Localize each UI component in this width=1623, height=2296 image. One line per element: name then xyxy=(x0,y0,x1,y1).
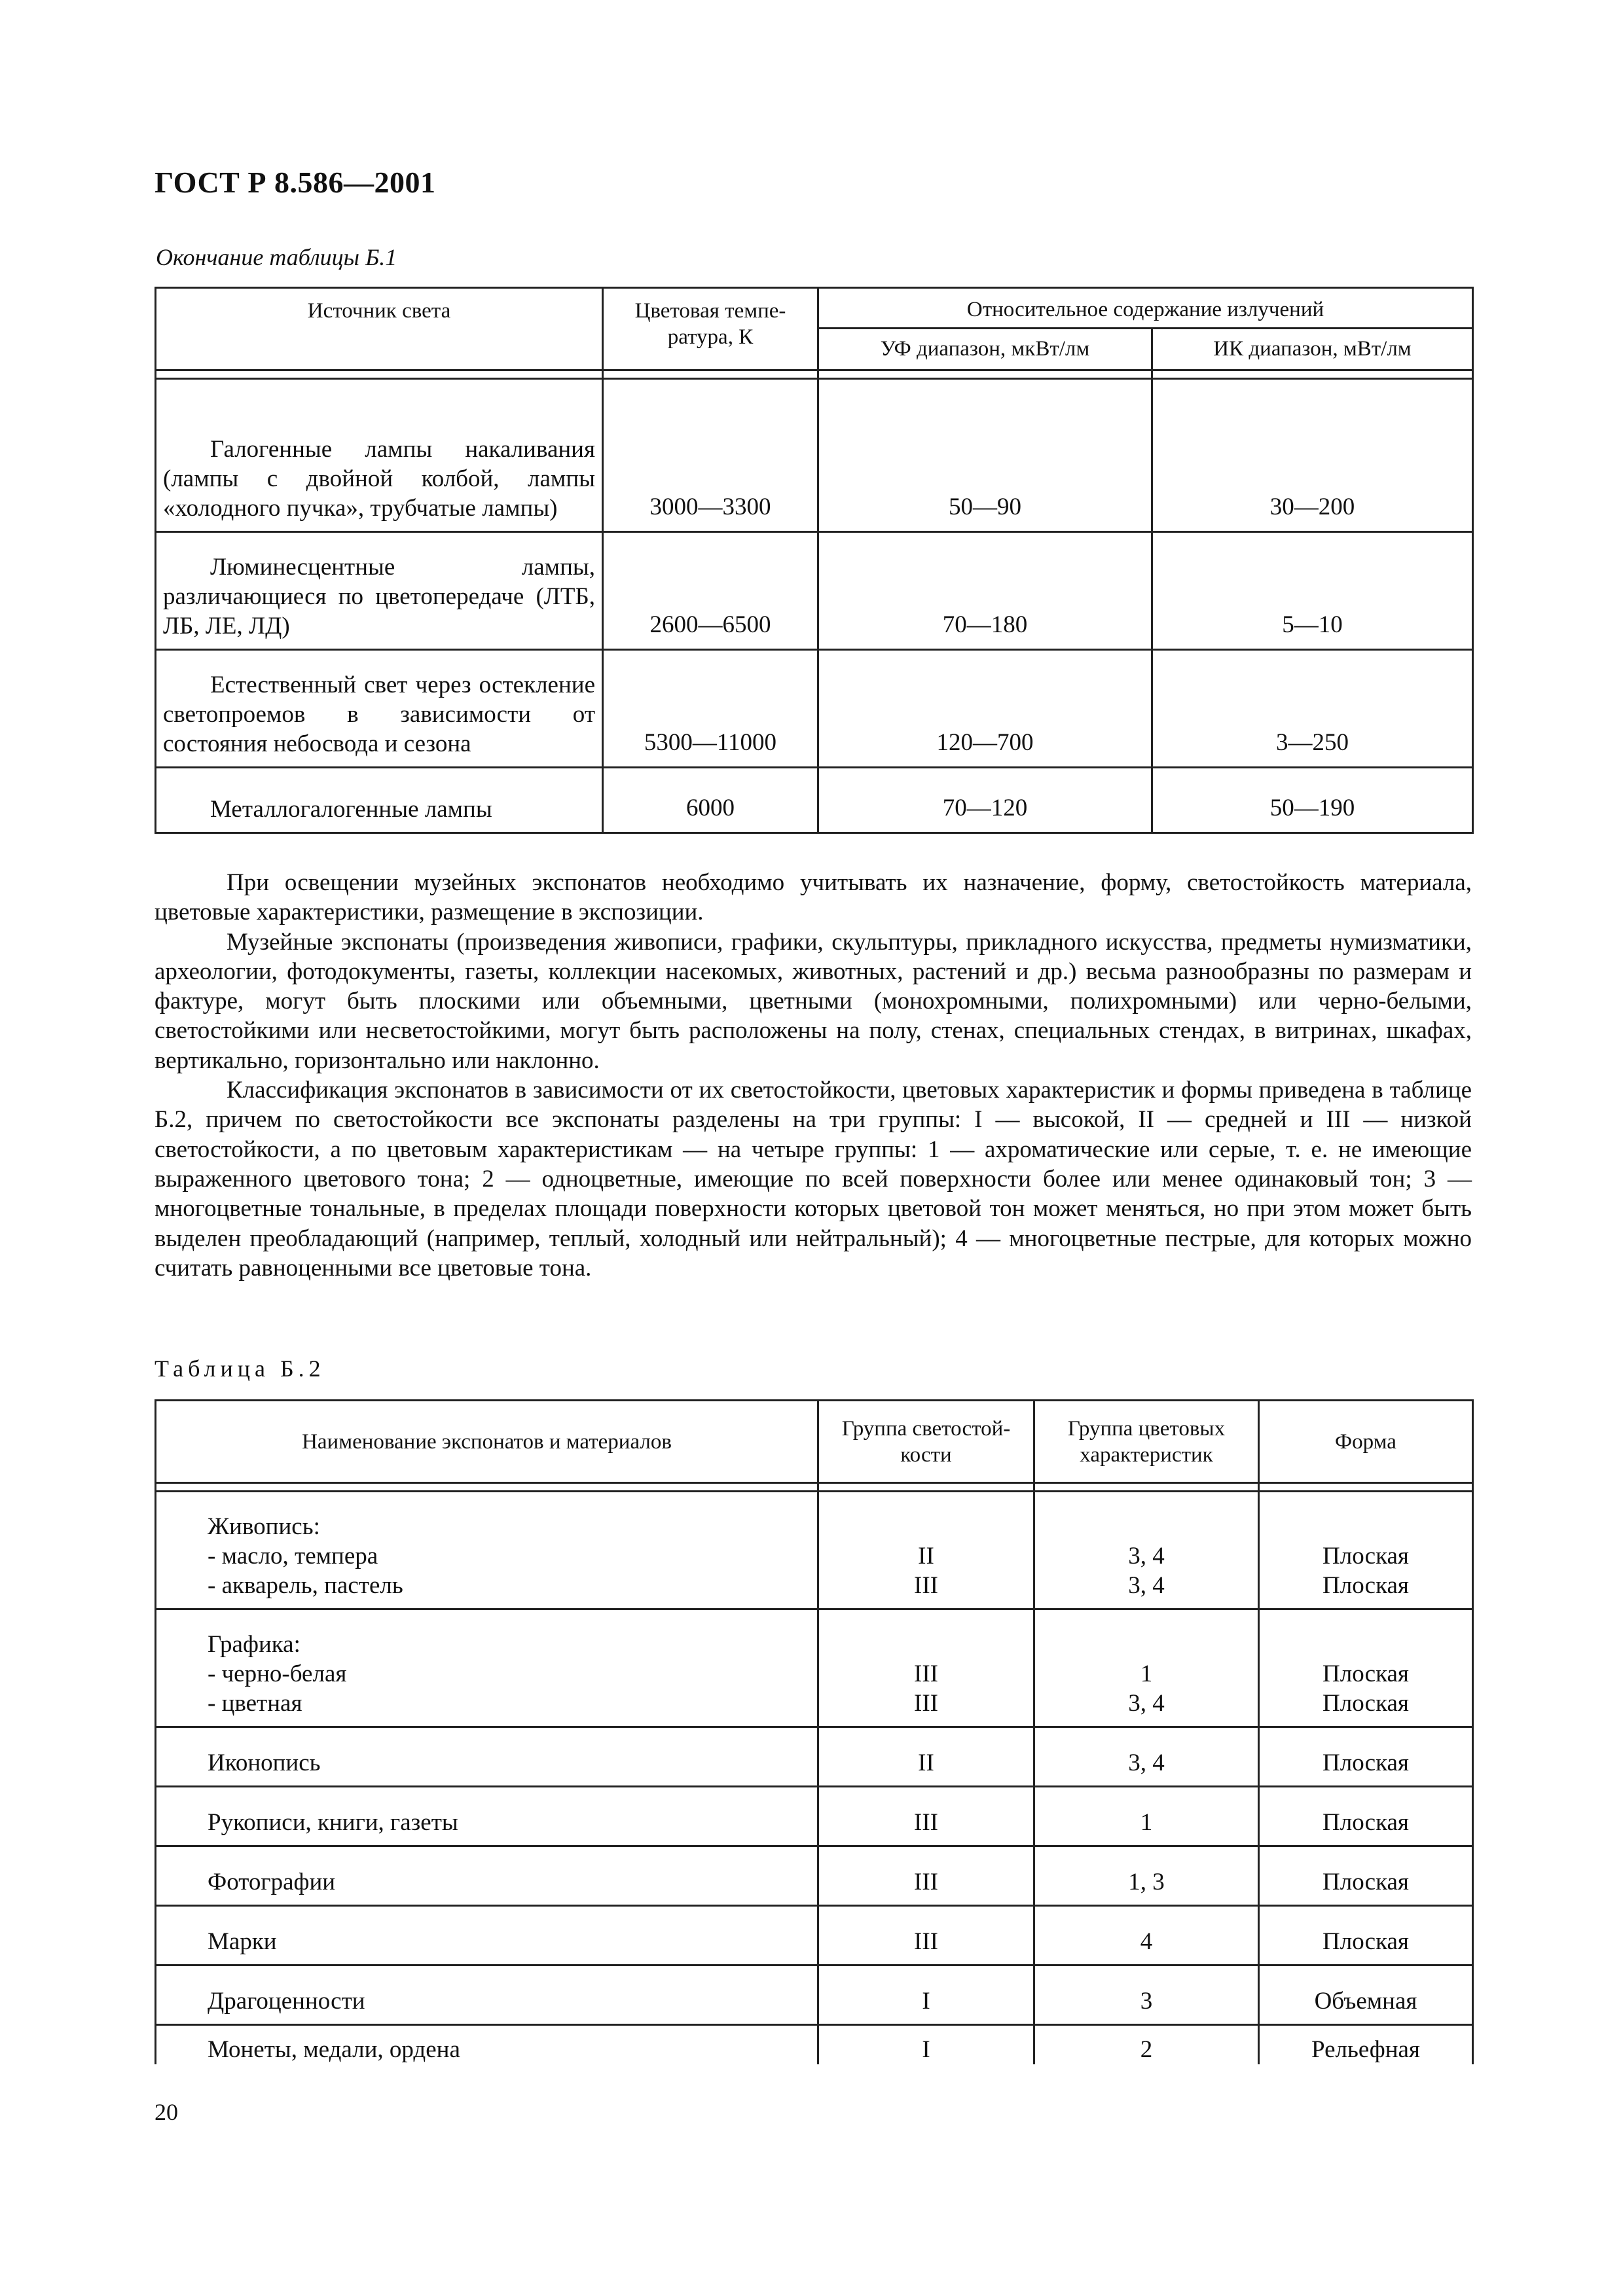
table2-caption: Таблица Б.2 xyxy=(155,1355,325,1382)
cell-form: Плоская xyxy=(1259,1846,1473,1906)
table-row xyxy=(156,768,1473,833)
cell-color: 1 xyxy=(1034,1787,1259,1846)
document-header: ГОСТ Р 8.586—2001 xyxy=(155,166,436,199)
cell-temp: 6000 xyxy=(603,768,818,833)
cell-form: Плоская xyxy=(1322,1660,1409,1687)
cell-uv: 70—120 xyxy=(818,768,1152,833)
cell-name: Графика: xyxy=(208,1631,301,1658)
cell-ir: 3—250 xyxy=(1152,650,1473,768)
cell-ir: 5—10 xyxy=(1152,532,1473,650)
cell-form: Объемная xyxy=(1259,1965,1473,2025)
cell-form: Рельефная xyxy=(1259,2025,1473,2065)
cell-light: I xyxy=(818,1965,1034,2025)
table-row xyxy=(156,1906,1473,1965)
cell-color: 1, 3 xyxy=(1034,1846,1259,1906)
header-form: Форма xyxy=(1259,1401,1473,1483)
cell-color: 3 xyxy=(1034,1965,1259,2025)
paragraph: При освещении музейных экспонатов необходимо учитывать их назначение, форму, светостойкость материала, цветовые характеристики, размещение в экспозиции. xyxy=(155,869,1472,926)
paragraph: Музейные экспонаты (произведения живописи, графики, скульптуры, прикладного искусства, предметы нумизматики, археологии, фотодокументы, газеты, коллекции насекомых, животных, растений и др.) весьма разнообразны по размерам и фактуре, могут быть плоскими или объемными, цветными (монохромными, полихромными) или черно-белыми, светостойкими или несветостойкими, могут быть расположены на полу, стенах, специальных стендах, в витринах, шкафах, вертикально, горизонтально или наклонно. xyxy=(155,928,1472,1074)
table-row xyxy=(156,650,1473,768)
table-row xyxy=(156,1492,1473,1609)
cell-name: - цветная xyxy=(208,1690,302,1717)
cell-name: Марки xyxy=(156,1906,818,1965)
table-row xyxy=(156,1965,1473,2025)
cell-color: 1 xyxy=(1140,1660,1153,1687)
cell-color: 3, 4 xyxy=(1128,1572,1165,1599)
header-color-group: Группа цветовых характеристик xyxy=(1034,1401,1259,1483)
cell-name: Живопись: xyxy=(208,1513,320,1540)
cell-form: Плоская xyxy=(1259,1906,1473,1965)
table-row xyxy=(156,1609,1473,1727)
paragraph: Классификация экспонатов в зависимости от их светостойкости, цветовых характеристик и формы приведена в таблице Б.2, причем по светостойкости все экспонаты разделены на три группы: I — высокой, II — средней и III — низкой светостойкости, а по цветовым характеристикам — на четыре группы: 1 — ахроматические или серые, т. е. не имеющие выраженного цветового тона; 2 — одноцветные, имеющие по всей поверхности более или менее одинаковый тон; 3 — многоцветные тональные, в пределах площади поверхности которых цветовой тон может меняться, но при этом может быть выделен преобладающий (например, теплый, холодный или нейтральный); 4 — многоцветные пестрые, для которых можно считать равноценными все цветовые тона. xyxy=(155,1077,1472,1282)
table-b2 xyxy=(155,1399,1474,2064)
cell-temp: 5300—11000 xyxy=(603,650,818,768)
header-relative-content: Относительное содержание излучений xyxy=(818,288,1473,329)
cell-light: III xyxy=(914,1572,938,1599)
cell-light: III xyxy=(914,1660,938,1687)
header-uv: УФ диапазон, мкВт/лм xyxy=(818,329,1152,370)
cell-color: 3, 4 xyxy=(1128,1543,1165,1570)
cell-source: Естественный свет через остекление светопроемов в зависимости от состояния небосвода и сезона xyxy=(163,672,595,757)
table1-caption: Окончание таблицы Б.1 xyxy=(156,244,397,270)
header-light-group: Группа светостой-кости xyxy=(818,1401,1034,1483)
cell-form: Плоская xyxy=(1259,1787,1473,1846)
header-name: Наименование экспонатов и материалов xyxy=(156,1401,818,1483)
cell-name: Фотографии xyxy=(156,1846,818,1906)
cell-light: III xyxy=(818,1846,1034,1906)
cell-light: III xyxy=(818,1906,1034,1965)
cell-light: II xyxy=(818,1727,1034,1787)
cell-ir: 50—190 xyxy=(1152,768,1473,833)
cell-ir: 30—200 xyxy=(1152,379,1473,532)
table-row xyxy=(156,2025,1473,2065)
cell-uv: 50—90 xyxy=(818,379,1152,532)
cell-form: Плоская xyxy=(1322,1572,1409,1599)
header-source: Источник света xyxy=(156,288,603,370)
cell-form: Плоская xyxy=(1322,1690,1409,1717)
cell-form: Плоская xyxy=(1259,1727,1473,1787)
table-row xyxy=(156,1846,1473,1906)
cell-name: - черно-белая xyxy=(208,1660,347,1687)
cell-name: Драгоценности xyxy=(156,1965,818,2025)
header-temperature: Цветовая темпе-ратура, К xyxy=(603,288,818,370)
cell-name: Рукописи, книги, газеты xyxy=(156,1787,818,1846)
table-row xyxy=(156,532,1473,650)
cell-light: I xyxy=(818,2025,1034,2065)
cell-color: 2 xyxy=(1034,2025,1259,2065)
cell-light: II xyxy=(918,1543,934,1570)
cell-source: Галогенные лампы накаливания (лампы с двойной колбой, лампы «холодного пучка», трубчатые лампы) xyxy=(163,436,595,522)
cell-name: Монеты, медали, ордена xyxy=(156,2025,818,2065)
cell-source: Металлогалогенные лампы xyxy=(210,796,492,823)
cell-name: - акварель, пастель xyxy=(208,1572,403,1599)
page-number: 20 xyxy=(155,2099,178,2125)
cell-color: 3, 4 xyxy=(1034,1727,1259,1787)
table-b1 xyxy=(155,287,1474,834)
table-row xyxy=(156,1787,1473,1846)
cell-source: Люминесцентные лампы, различающиеся по цветопередаче (ЛТБ, ЛБ, ЛЕ, ЛД) xyxy=(163,554,595,639)
cell-name: Иконопись xyxy=(156,1727,818,1787)
cell-uv: 120—700 xyxy=(818,650,1152,768)
cell-form: Плоская xyxy=(1322,1543,1409,1570)
table-row xyxy=(156,379,1473,532)
cell-name: - масло, темпера xyxy=(208,1543,378,1570)
header-ir: ИК диапазон, мВт/лм xyxy=(1152,329,1473,370)
cell-light: III xyxy=(818,1787,1034,1846)
cell-temp: 2600—6500 xyxy=(603,532,818,650)
cell-color: 4 xyxy=(1034,1906,1259,1965)
cell-color: 3, 4 xyxy=(1128,1690,1165,1717)
cell-light: III xyxy=(914,1690,938,1717)
body-text xyxy=(155,868,1472,1283)
cell-uv: 70—180 xyxy=(818,532,1152,650)
cell-temp: 3000—3300 xyxy=(603,379,818,532)
table-row xyxy=(156,1727,1473,1787)
